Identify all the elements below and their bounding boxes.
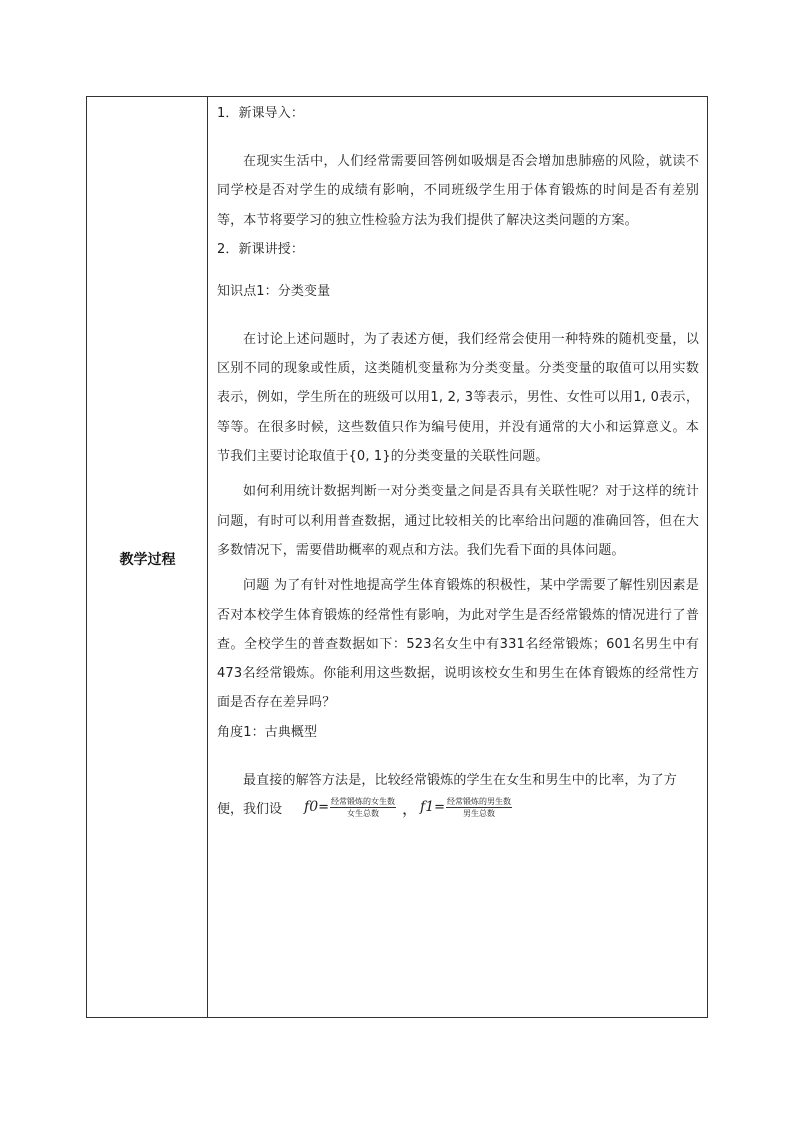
paragraph-categorical-variable: 在讨论上述问题时，为了表述方便，我们经常会使用一种特殊的随机变量，以区别不同的现象或性质，这类随机变量称为分类变量。分类变量的取值可以用实数表示，例如，学生所在的班级可以用1, 2, 3等表示，男性、女性可以用1, 0表示，等等。在很多时候，这些数值只作为编号使用，并没有通常的大小和运算意义。本节我们主要讨论取值于{0, 1}的分类变量的关联性问题。: [217, 331, 699, 465]
heading-new-lesson-intro: 1．新课导入：: [217, 106, 304, 121]
formula-line: [217, 791, 699, 823]
paragraph-problem: 问题 为了有针对性地提高学生体育锻炼的积极性，某中学需要了解性别因素是否对本校学生体育锻炼的经常性有影响，为此对学生是否经常锻炼的情况进行了普查。全校学生的普查数据如下：523名女生中有331名经常锻炼；601名男生中有473名经常锻炼。你能利用这些数据，说明该校女生和男生在体育锻炼的经常性方面是否存在差异吗？: [217, 578, 699, 711]
paragraph-intro: 在现实生活中，人们经常需要回答例如吸烟是否会增加患肺癌的风险，就读不同学校是否对学生的成绩有影响，不同班级学生用于体育锻炼的时间是否有差别等，本节将要学习的独立性检验方法为我们提供了解决这类问题的方案。: [217, 154, 699, 228]
f0-equals: =: [318, 799, 330, 815]
f0-fraction: [330, 796, 396, 819]
paragraph-association-question: 如何利用统计数据判断一对分类变量之间是否具有关联性呢？对于这样的统计问题，有时可以利用普查数据，通过比较相关的比率给出问题的准确回答，但在大多数情况下，需要借助概率的观点和方法。我们先看下面的具体问题。: [217, 484, 699, 558]
heading-angle-1: 角度1：古典概型: [217, 724, 318, 740]
paragraph-direct-method: 最直接的解答方法是，比较经常锻炼的学生在女生和男生中的比率，为了方: [243, 772, 677, 788]
f1-variable: f1: [420, 799, 435, 816]
f0-denominator: 女生总数: [347, 808, 380, 818]
f1-equals: =: [434, 799, 446, 815]
section-label: 教学过程: [119, 552, 176, 568]
formula-f0: [304, 796, 396, 819]
f1-numerator: 经常锻炼的男生数: [447, 796, 512, 806]
lesson-table: [86, 96, 708, 1018]
content-cell: [208, 97, 707, 1017]
heading-knowledge-point-1: 知识点1：分类变量: [217, 283, 331, 299]
formula-intro: 便，我们设: [217, 801, 283, 817]
f1-denominator: 男生总数: [463, 808, 496, 818]
heading-new-lesson-teaching: 2．新课讲授：: [217, 241, 304, 257]
f0-variable: f0: [304, 799, 319, 816]
f0-numerator: 经常锻炼的女生数: [331, 796, 396, 806]
f1-fraction: [446, 796, 512, 819]
section-label-cell: [87, 97, 208, 1017]
formula-separator: ，: [402, 798, 419, 818]
formula-f1: [420, 796, 512, 819]
